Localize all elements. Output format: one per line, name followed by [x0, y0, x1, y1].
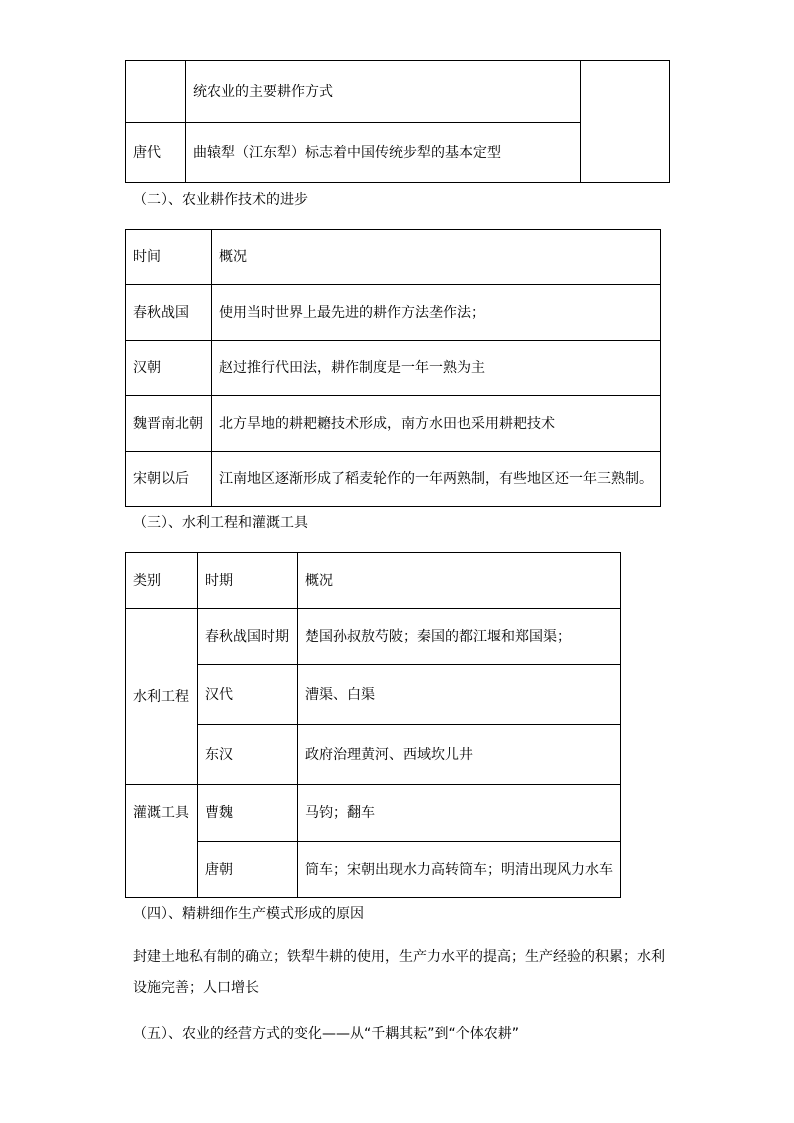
- content-cell: 统农业的主要耕作方式: [186, 61, 581, 123]
- category-cell-empty: [126, 842, 198, 898]
- time-cell: 宋朝以后: [126, 452, 212, 507]
- period-cell: [126, 61, 186, 123]
- blank-cell: [581, 61, 670, 183]
- farming-technique-table: [125, 229, 661, 507]
- summary-cell: 筒车；宋朝出现水力高转筒车；明清出现风力水车: [298, 842, 621, 898]
- header-summary: 概况: [212, 230, 661, 285]
- causes-paragraph: 封建土地私有制的确立；铁犁牛耕的使用，生产力水平的提高；生产经验的积累；水利设施完善；人口增长: [133, 949, 665, 996]
- time-cell: 春秋战国: [126, 285, 212, 341]
- period-cell: 唐代: [126, 123, 186, 183]
- period-cell: 东汉: [198, 725, 298, 785]
- content-cell: 曲辕犁（江东犁）标志着中国传统步犁的基本定型: [186, 123, 581, 183]
- period-cell: 唐朝: [198, 842, 298, 898]
- period-cell: 汉代: [198, 665, 298, 725]
- header-summary: 概况: [298, 553, 621, 609]
- header-time: 时间: [126, 230, 212, 285]
- summary-cell: 政府治理黄河、西域坎儿井: [298, 725, 621, 785]
- farming-tools-table: [125, 60, 670, 183]
- summary-cell: 使用当时世界上最先进的耕作方法垄作法；: [212, 285, 661, 341]
- summary-cell: 江南地区逐渐形成了稻麦轮作的一年两熟制，有些地区还一年三熟制。: [212, 452, 661, 507]
- summary-cell: 楚国孙叔敖芍陂；秦国的都江堰和郑国渠；: [298, 609, 621, 665]
- summary-cell: 马钧；翻车: [298, 785, 621, 842]
- category-cell: 水利工程: [126, 609, 198, 785]
- period-cell: 曹魏: [198, 785, 298, 842]
- time-cell: 汉朝: [126, 341, 212, 396]
- header-period: 时期: [198, 553, 298, 609]
- summary-cell: 漕渠、白渠: [298, 665, 621, 725]
- time-cell: 魏晋南北朝: [126, 396, 212, 452]
- category-cell: 灌溉工具: [126, 785, 198, 842]
- section-heading-5: （五）、农业的经营方式的变化——从“千耦其耘”到“个体农耕”: [133, 1026, 520, 1042]
- header-category: 类别: [126, 553, 198, 609]
- section-heading-3: （三）、水利工程和灌溉工具: [133, 515, 308, 531]
- period-cell: 春秋战国时期: [198, 609, 298, 665]
- section-heading-4: （四）、精耕细作生产模式形成的原因: [133, 906, 364, 922]
- section-heading-2: （二）、农业耕作技术的进步: [133, 192, 308, 208]
- irrigation-table: [125, 552, 621, 898]
- summary-cell: 北方旱地的耕耙耱技术形成，南方水田也采用耕耙技术: [212, 396, 661, 452]
- summary-cell: 赵过推行代田法，耕作制度是一年一熟为主: [212, 341, 661, 396]
